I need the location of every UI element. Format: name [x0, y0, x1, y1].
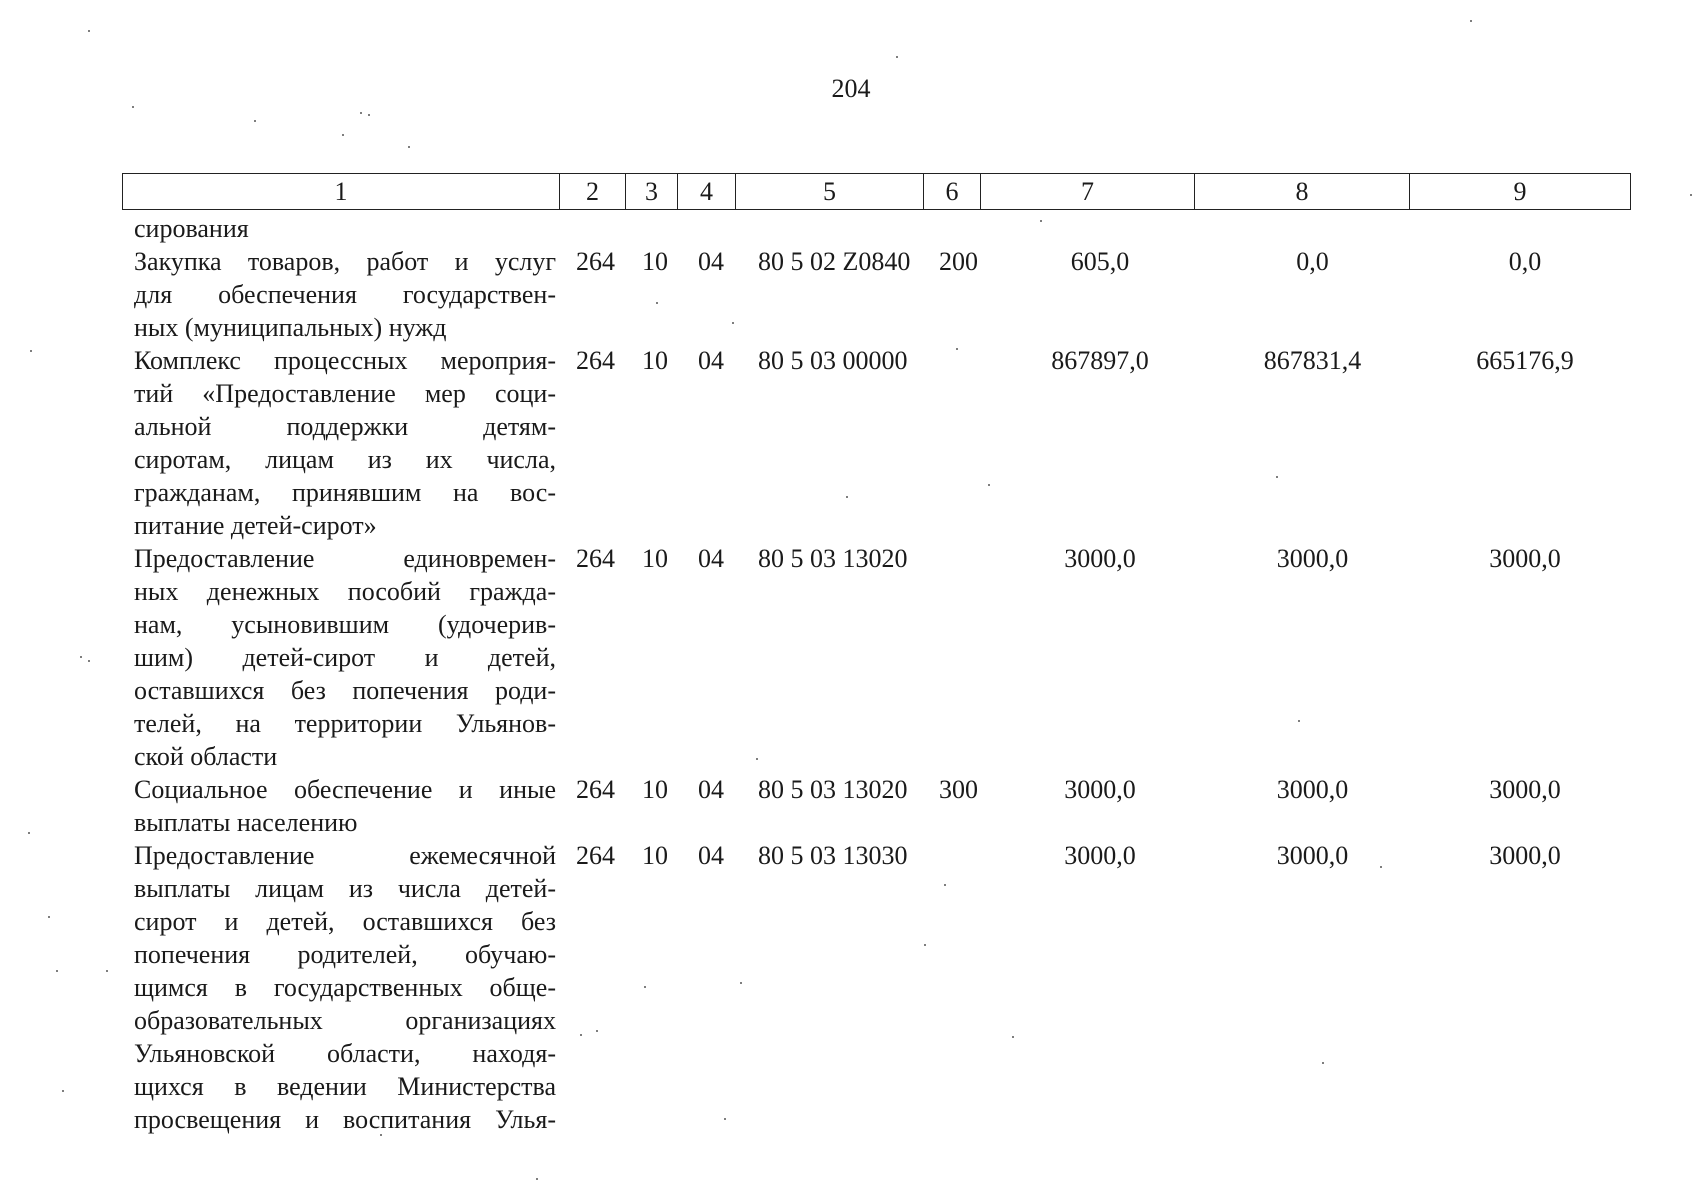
scan-speck — [408, 146, 410, 148]
scan-speck — [846, 496, 848, 498]
scan-speck — [342, 134, 344, 136]
scan-speck — [1040, 220, 1042, 222]
description-line: для обеспечения государствен- — [134, 280, 556, 309]
row-description — [134, 839, 556, 1136]
table-row — [0, 245, 1702, 344]
cell-col9: 665176,9 — [1476, 346, 1574, 375]
scan-speck — [30, 350, 32, 352]
scan-speck — [28, 832, 30, 834]
scan-speck — [724, 1118, 726, 1120]
row-description — [134, 245, 556, 344]
cell-col4: 04 — [698, 841, 724, 870]
scan-speck — [1298, 720, 1300, 722]
description-line: Предоставление ежемесячной — [134, 841, 556, 870]
cell-col3: 10 — [642, 544, 668, 573]
cell-col4: 04 — [698, 247, 724, 276]
column-header-row — [123, 174, 1631, 210]
cell-col9: 3000,0 — [1489, 775, 1561, 804]
column-header-7: 7 — [981, 174, 1195, 210]
description-line: оставшихся без попечения роди- — [134, 676, 556, 705]
scan-speck — [988, 484, 990, 486]
cell-col9: 3000,0 — [1489, 841, 1561, 870]
cell-col8: 3000,0 — [1276, 841, 1349, 870]
column-header-5: 5 — [736, 174, 924, 210]
column-header-3: 3 — [626, 174, 678, 210]
scan-speck — [740, 982, 742, 984]
description-line: телей, на территории Ульянов- — [134, 709, 556, 738]
description-line: альной поддержки детям- — [134, 412, 556, 441]
page-number: 204 — [831, 74, 871, 103]
scan-speck — [1322, 1062, 1324, 1064]
description-line: шим) детей-сирот и детей, — [134, 643, 556, 672]
cell-col5: 80 5 03 13030 — [758, 841, 908, 870]
scan-speck — [580, 1034, 582, 1036]
scan-speck — [380, 1134, 382, 1136]
scan-speck — [1012, 1036, 1014, 1038]
cell-col5: 80 5 03 13020 — [758, 775, 908, 804]
description-line: Комплекс процессных мероприя- — [134, 346, 556, 375]
row-description — [134, 542, 556, 773]
cell-col9: 3000,0 — [1489, 544, 1561, 573]
table-row — [0, 344, 1702, 542]
column-header-table — [122, 173, 1631, 210]
row-description — [134, 773, 556, 839]
description-line: Закупка товаров, работ и услуг — [134, 247, 556, 276]
cell-col6: 200 — [939, 247, 978, 276]
scan-speck — [644, 986, 646, 988]
column-header-8: 8 — [1195, 174, 1410, 210]
scan-speck — [368, 114, 370, 116]
cell-col3: 10 — [642, 841, 668, 870]
cell-col3: 10 — [642, 247, 668, 276]
cell-col6: 300 — [939, 775, 978, 804]
description-line: тий «Предоставление мер соци- — [134, 379, 556, 408]
cell-col2: 264 — [576, 841, 615, 870]
scan-speck — [1380, 866, 1382, 868]
column-header-2: 2 — [560, 174, 626, 210]
column-header-9: 9 — [1410, 174, 1631, 210]
scan-speck — [106, 970, 108, 972]
cell-col4: 04 — [698, 775, 724, 804]
cell-col3: 10 — [642, 346, 668, 375]
description-line: питание детей-сирот» — [134, 511, 377, 540]
cell-col7: 3000,0 — [1064, 544, 1136, 573]
column-header-6: 6 — [924, 174, 981, 210]
cell-col2: 264 — [576, 775, 615, 804]
description-line: ных (муниципальных) нужд — [134, 313, 447, 342]
scan-speck — [48, 916, 50, 918]
column-header-1: 1 — [123, 174, 560, 210]
cell-col5: 80 5 03 13020 — [758, 544, 908, 573]
description-line: Предоставление единовремен- — [134, 544, 556, 573]
cell-col8: 0,0 — [1296, 247, 1329, 276]
description-line: попечения родителей, обучаю- — [134, 940, 556, 969]
scan-speck — [1470, 20, 1472, 22]
scan-speck — [88, 30, 90, 32]
cell-col7: 3000,0 — [1064, 841, 1136, 870]
description-line: Ульяновской области, находя- — [134, 1039, 556, 1068]
scan-speck — [88, 660, 90, 662]
cell-col4: 04 — [698, 346, 724, 375]
scan-speck — [80, 656, 82, 658]
description-line: ных денежных пособий гражда- — [134, 577, 556, 606]
row-description — [134, 212, 556, 245]
cell-col2: 264 — [576, 247, 615, 276]
cell-col7: 867897,0 — [1051, 346, 1149, 375]
description-line: гражданам, принявшим на вос- — [134, 478, 556, 507]
description-line: просвещения и воспитания Улья- — [134, 1105, 556, 1134]
description-line: щимся в государственных обще- — [134, 973, 556, 1002]
column-header-4: 4 — [678, 174, 736, 210]
description-line: образовательных организациях — [134, 1006, 556, 1035]
cell-col2: 264 — [576, 346, 615, 375]
table-row — [0, 773, 1702, 839]
description-line: ской области — [134, 742, 278, 771]
scan-speck — [756, 758, 758, 760]
scan-speck — [732, 322, 734, 324]
scan-speck — [956, 348, 958, 350]
cell-col2: 264 — [576, 544, 615, 573]
description-line: выплаты лицам из числа детей- — [134, 874, 556, 903]
scan-speck — [944, 884, 946, 886]
scan-speck — [132, 106, 134, 108]
description-line: нам, усыновившим (удочерив- — [134, 610, 556, 639]
cell-col7: 3000,0 — [1064, 775, 1136, 804]
table-body — [0, 212, 1702, 1136]
scan-speck — [254, 120, 256, 122]
cell-col8: 3000,0 — [1276, 544, 1349, 573]
scan-speck — [1276, 476, 1278, 478]
table-row — [0, 212, 1702, 245]
cell-col9: 0,0 — [1508, 247, 1542, 276]
cell-col8: 867831,4 — [1263, 346, 1362, 375]
cell-col8: 3000,0 — [1276, 775, 1349, 804]
scan-speck — [56, 970, 58, 972]
scan-speck — [536, 1178, 538, 1180]
cell-col4: 04 — [698, 544, 724, 573]
description-line: сиротам, лицам из их числа, — [134, 445, 556, 474]
table-row — [0, 542, 1702, 773]
cell-col5: 80 5 02 Z0840 — [758, 247, 911, 276]
scan-speck — [656, 302, 658, 304]
description-line: сирот и детей, оставшихся без — [134, 907, 556, 936]
description-line: сирования — [134, 214, 249, 243]
table-row — [0, 839, 1702, 1136]
description-line: выплаты населению — [134, 808, 358, 837]
cell-col5: 80 5 03 00000 — [758, 346, 908, 375]
scan-speck — [596, 1030, 598, 1032]
row-description — [134, 344, 556, 542]
scan-speck — [896, 56, 898, 58]
scan-speck — [1690, 194, 1692, 196]
cell-col7: 605,0 — [1070, 247, 1130, 276]
scan-speck — [62, 1090, 64, 1092]
scan-speck — [924, 944, 926, 946]
description-line: Социальное обеспечение и иные — [134, 775, 556, 804]
cell-col3: 10 — [642, 775, 668, 804]
scan-speck — [360, 112, 362, 114]
description-line: щихся в ведении Министерства — [134, 1072, 556, 1101]
